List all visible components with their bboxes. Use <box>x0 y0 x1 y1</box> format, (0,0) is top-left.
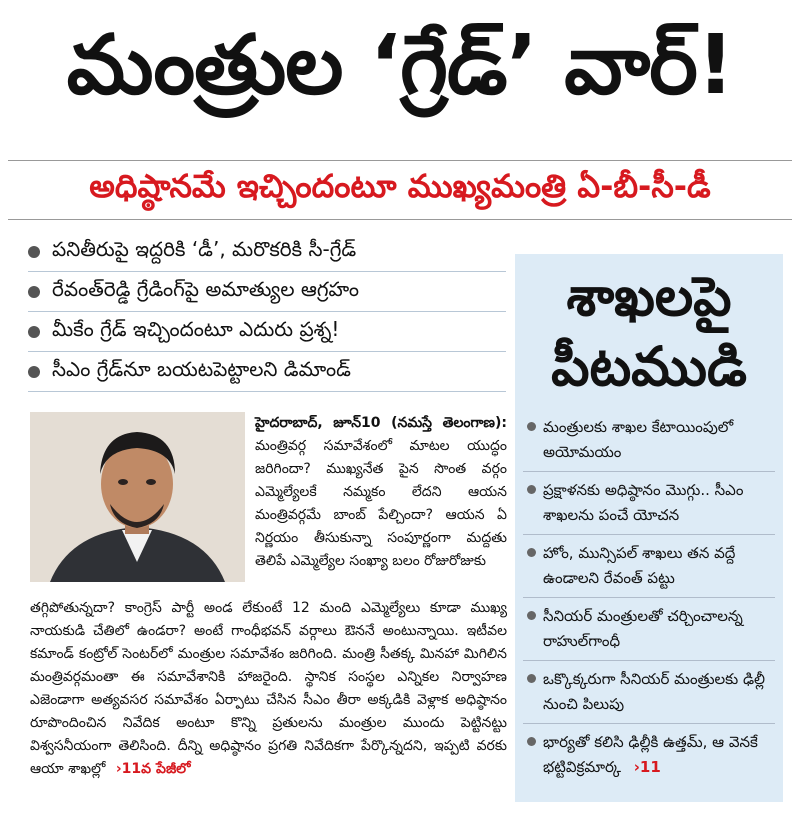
sidebar-item-text: భార్యతో కలిసి ఢిల్లీకి ఉత్తమ్, ఆ వెనకే భట్టివిక్రమార్క <box>543 733 758 776</box>
sidebar-item-text: సీనియర్ మంత్రులతో చర్చించాలన్న రాహుల్‌గాంధీ <box>543 607 743 650</box>
person-portrait-icon <box>30 412 245 582</box>
article-dateline: హైదరాబాద్, జూన్10 (నమస్తే తెలంగాణ): <box>255 415 507 431</box>
sidebar-page-ref: ›11 <box>633 758 661 776</box>
sidebar-box <box>515 254 783 802</box>
sidebar-item <box>523 598 775 661</box>
sidebar-item <box>523 661 775 724</box>
bullet-item <box>28 272 506 312</box>
bullet-text: రేవంత్‌రెడ్డి గ్రేడింగ్‌పై అమాత్యుల ఆగ్రహం <box>52 277 360 301</box>
article-column-top <box>255 412 507 573</box>
sidebar-item <box>523 472 775 535</box>
sidebar-list <box>523 409 775 786</box>
bullet-dot-icon <box>527 548 536 557</box>
bullet-item <box>28 232 506 272</box>
bullet-list <box>28 232 506 392</box>
sidebar-item <box>523 724 775 786</box>
bullet-text: మీకేం గ్రేడ్ ఇచ్చిందంటూ ఎదురు ప్రశ్న! <box>52 317 340 341</box>
sidebar-item <box>523 535 775 598</box>
bullet-dot-icon <box>28 366 40 378</box>
bullet-dot-icon <box>527 674 536 683</box>
bullet-dot-icon <box>28 326 40 338</box>
bullet-text: సీఎం గ్రేడ్‌నూ బయటపెట్టాలని డిమాండ్ <box>52 357 351 381</box>
bullet-dot-icon <box>527 611 536 620</box>
bullet-text: పనితీరుపై ఇద్దరికి ‘డీ’, మరొకరికి సీ-గ్రేడ్ <box>52 237 357 261</box>
subheadline: అధిష్ఠానమే ఇచ్చిందంటూ ముఖ్యమంత్రి ఏ-బీ-సీ-డీ <box>89 167 711 205</box>
sidebar-title-line1: శాఖలపై <box>566 265 732 328</box>
headline: మంత్రుల ‘గ్రేడ్’ వార్! <box>66 17 734 113</box>
bullet-item <box>28 352 506 392</box>
bullet-item <box>28 312 506 352</box>
portrait-photo <box>30 412 245 582</box>
article-text-bottom: తగ్గిపోతున్నదా? కాంగ్రెస్ పార్టీ అండ లేకుంటే 12 మంది ఎమ్మెల్యేలు కూడా ముఖ్య నాయకుడి చేతిలో ఉండరా? అంటే గాంధీభవన్ వర్గాలు ఔననే అంటున్నాయి. ఇటీవల కమాండ్ కంట్రోల్ సెంటర్‌లో మంత్రుల సమావేశం జరిగింది. మంత్రి సీతక్క మినహా మిగిలిన మంత్రివర్గమంతా ఈ సమావేశానికి హాజరైంది. స్థానిక సంస్థల ఎన్నికల నిర్వాహణ ఎజెండాగా అత్యవసర సమావేశం ఏర్పాటు చేసిన సీఎం తీరా అక్కడికి వెళ్లాక అధిష్ఠానం రూపొందించిన నివేదిక అంటూ కొన్ని ప్రతులను మంత్రుల ముందు పెట్టినట్టు విశ్వసనీయంగా తెలిసింది. దీన్ని అధిష్ఠానం ప్రగతి నివేదికగా పేర్కొన్నదని, ఇప్పటి వరకు ఆయా శాఖల్లో <box>30 600 507 777</box>
bullet-dot-icon <box>28 246 40 258</box>
bullet-dot-icon <box>527 422 536 431</box>
bullet-dot-icon <box>527 737 536 746</box>
article-column-bottom <box>30 597 507 781</box>
sidebar-item-text: హోం, మున్సిపల్ శాఖలు తన వద్దే ఉండాలని రేవంత్ పట్టు <box>543 544 736 587</box>
bullet-dot-icon <box>527 485 536 494</box>
sidebar-item-text: మంత్రులకు శాఖల కేటాయింపులో అయోమయం <box>543 418 734 461</box>
sidebar-title-line2: పీటముడి <box>551 335 747 398</box>
bullet-dot-icon <box>28 286 40 298</box>
sidebar-item <box>523 409 775 472</box>
sidebar-item-text: ఒక్కొక్కరుగా సీనియర్ మంత్రులకు ఢిల్లీ నుంచి పిలుపు <box>543 670 766 713</box>
article-text-top: మంత్రివర్గ సమావేశంలో మాటల యుద్ధం జరిగిందా? ముఖ్యనేత పైన సొంత వర్గం ఎమ్మెల్యేలకే నమ్మకం లేదని ఆయన మంత్రివర్గమే బాంబ్ పేల్చిందా? ఆయన ఏ నిర్ణయం తీసుకున్నా సంపూర్ణంగా మద్దతు తెలిపే ఎమ్మెల్యేల సంఖ్యా బలం రోజురోజుకు <box>255 438 507 569</box>
sidebar-item-text: ప్రక్షాళనకు అధిష్ఠానం మొగ్గు.. సీఎం శాఖలను పంచే యోచన <box>543 481 744 524</box>
sidebar-title <box>515 262 783 402</box>
continued-page-ref: ›11వ పేజీలో <box>115 761 191 777</box>
subheadline-band <box>8 160 792 220</box>
